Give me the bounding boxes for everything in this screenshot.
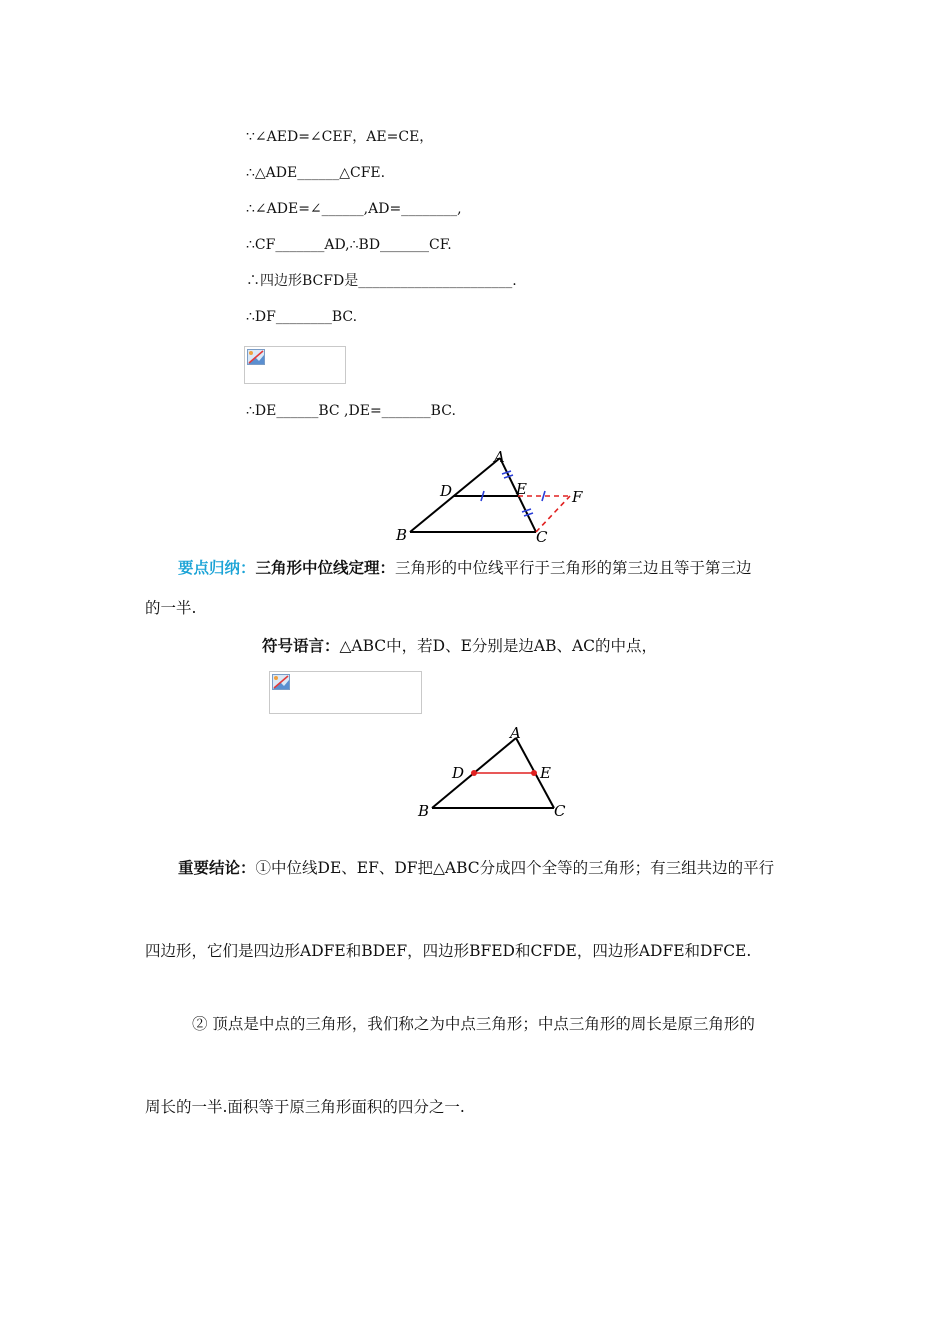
- key-point-line-1: [178, 558, 752, 578]
- important-label: 重要结论：: [178, 858, 256, 877]
- important-text-4: 周长的一半.面积等于原三角形面积的四分之一.: [145, 1098, 465, 1116]
- proof-line-5: ∴四边形BCFD是______________________.: [246, 273, 517, 289]
- label-a: A: [494, 448, 505, 466]
- important-text-2: 四边形，它们是四边形ADFE和BDEF，四边形BFED和CFDE，四边形ADFE和DFCE.: [145, 942, 752, 960]
- label-d: D: [452, 764, 465, 782]
- broken-image-icon: [247, 349, 265, 365]
- label-b: B: [396, 526, 408, 544]
- figure-triangle-abc-with-f: [390, 444, 590, 544]
- image-placeholder: [269, 671, 422, 714]
- point-e: [531, 770, 537, 776]
- image-placeholder: [244, 346, 346, 384]
- label-e: E: [516, 480, 527, 498]
- label-c: C: [536, 528, 548, 544]
- proof-line-2: ∴△ADE______△CFE.: [246, 165, 386, 181]
- label-f: F: [572, 488, 583, 506]
- label-d: D: [440, 482, 453, 500]
- proof-line-1: ∵∠AED=∠CEF，AE=CE，: [246, 129, 434, 145]
- figure-triangle-abc-midline: [410, 722, 580, 822]
- proof-line-6: ∴DF________BC.: [246, 309, 358, 325]
- tick-marks: [481, 471, 545, 516]
- label-e: E: [540, 764, 551, 782]
- important-text-3: ② 顶点是中点的三角形，我们称之为中点三角形；中点三角形的周长是原三角形的: [192, 1015, 755, 1033]
- symbol-language-line: [262, 636, 657, 656]
- symbol-language-text: △ABC中，若D、E分别是边AB、AC的中点，: [339, 637, 658, 655]
- symbol-language-label: 符号语言：: [262, 636, 340, 655]
- theorem-text-2: 的一半.: [145, 599, 197, 617]
- segment-cf: [536, 496, 570, 532]
- theorem-name: 三角形中位线定理：: [255, 558, 396, 577]
- proof-line-7: ∴DE______BC ,DE=_______BC.: [246, 403, 456, 419]
- important-text-1: ①中位线DE、EF、DF把△ABC分成四个全等的三角形；有三组共边的平行: [255, 859, 775, 877]
- broken-image-icon: [272, 674, 290, 690]
- label-c: C: [554, 802, 566, 820]
- label-a: A: [510, 724, 521, 742]
- point-d: [471, 770, 477, 776]
- label-b: B: [418, 802, 430, 820]
- important-line-1: [178, 858, 774, 878]
- proof-line-3: ∴∠ADE=∠______,AD=________,: [246, 201, 462, 217]
- proof-line-4: ∴CF_______AD,∴BD_______CF.: [246, 237, 452, 253]
- key-point-label: 要点归纳：: [178, 558, 256, 577]
- theorem-text-1: 三角形的中位线平行于三角形的第三边且等于第三边: [395, 559, 752, 577]
